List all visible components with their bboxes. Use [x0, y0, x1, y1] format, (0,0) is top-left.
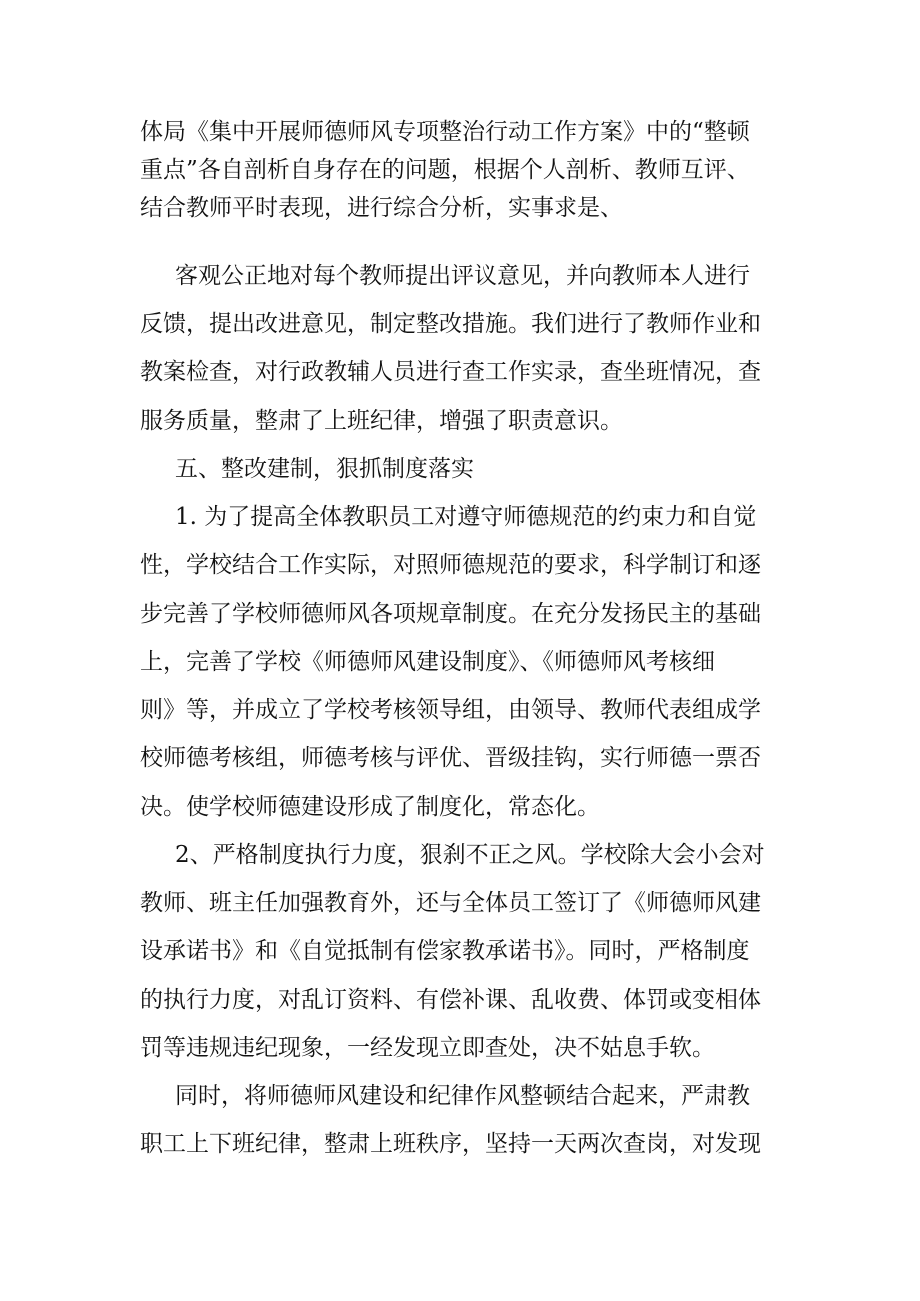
text-line: 上，完善了学校《师德师风建设制度》、《师德师风考核细: [140, 649, 715, 675]
text-line: 重点”各自剖析自身存在的问题，根据个人剖析、教师互评、: [140, 157, 750, 183]
text-line: 客观公正地对每个教师提出评议意见，并向教师本人进行: [175, 263, 750, 289]
text-line: 体局《集中开展师德师风专项整治行动工作方案》中的“整顿: [140, 119, 750, 145]
text-line: 教案检查，对行政教辅人员进行查工作实录，查坐班情况，查: [140, 359, 761, 385]
text-line: 服务质量，整肃了上班纪律，增强了职责意识。: [140, 408, 623, 434]
text-line: 步完善了学校师德师风各项规章制度。在充分发扬民主的基础: [140, 601, 761, 627]
text-line: 性，学校结合工作实际，对照师德规范的要求，科学制订和逐: [140, 552, 761, 578]
text-line: 教师、班主任加强教育外，还与全体员工签订了《师德师风建: [140, 890, 761, 916]
text-line: 职工上下班纪律，整肃上班秩序，坚持一天两次查岗，对发现: [140, 1131, 761, 1157]
text-line: 则》等，并成立了学校考核领导组，由领导、教师代表组成学: [140, 697, 761, 723]
text-line: 反馈，提出改进意见，制定整改措施。我们进行了教师作业和: [140, 311, 761, 337]
text-line: 2、严格制度执行力度，狠刹不正之风。学校除大会小会对: [175, 842, 765, 868]
text-line: 校师德考核组，师德考核与评优、晋级挂钩，实行师德一票否: [140, 745, 761, 771]
text-line: 结合教师平时表现，进行综合分析，实事求是、: [140, 195, 623, 221]
text-line: 1. 为了提高全体教职员工对遵守师德规范的约束力和自觉: [175, 504, 757, 530]
text-line: 的执行力度，对乱订资料、有偿补课、乱收费、体罚或变相体: [140, 987, 761, 1013]
text-line: 罚等违规违纪现象，一经发现立即查处，决不姑息手软。: [140, 1035, 715, 1061]
text-line: 决。使学校师德建设形成了制度化，常态化。: [140, 794, 600, 820]
section-heading: 五、整改建制，狠抓制度落实: [175, 456, 474, 482]
text-line: 同时，将师德师风建设和纪律作风整顿结合起来，严肃教: [175, 1083, 750, 1109]
text-line: 设承诺书》和《自觉抵制有偿家教承诺书》。同时，严格制度: [140, 938, 750, 964]
